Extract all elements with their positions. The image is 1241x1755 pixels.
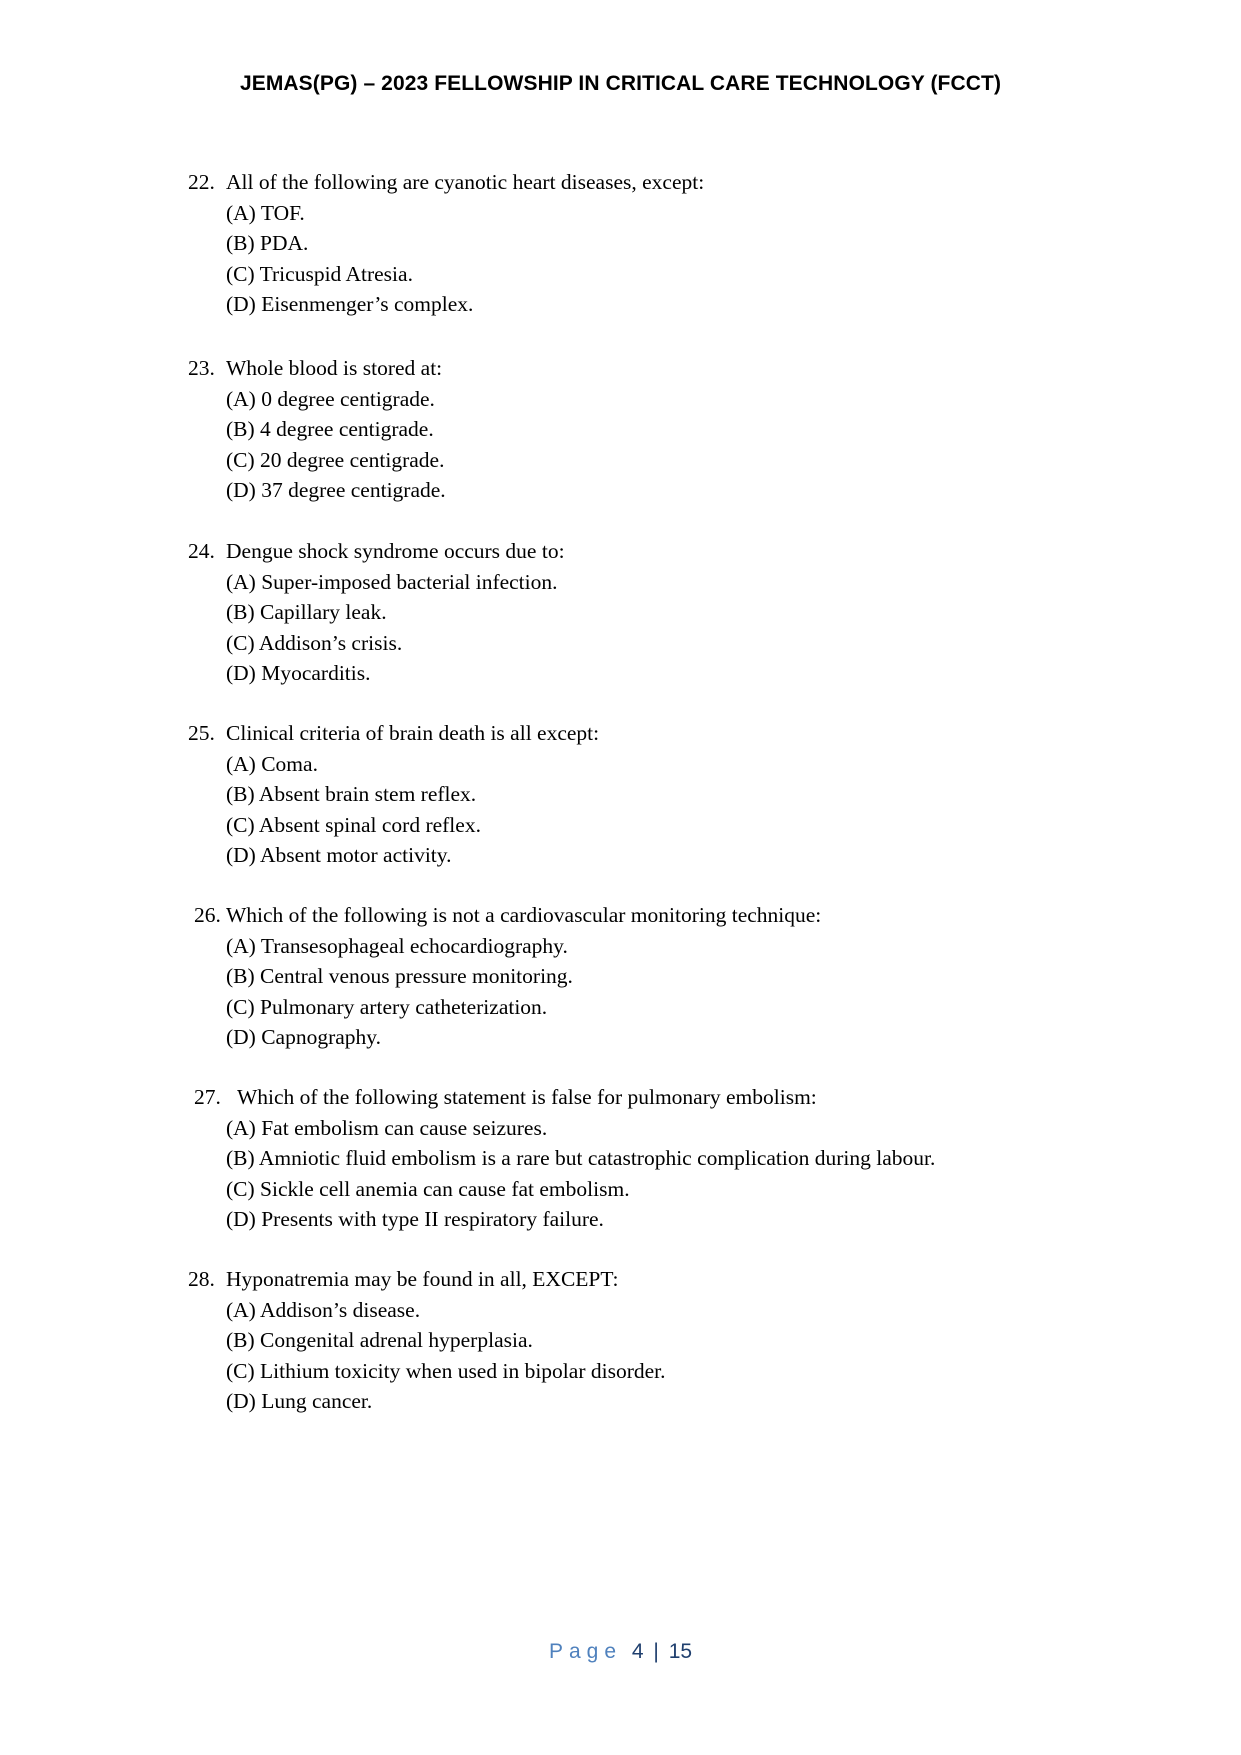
option-c: (C) Sickle cell anemia can cause fat embolism. <box>226 1176 630 1201</box>
option-a: (A) Coma. <box>226 751 318 776</box>
option-b: (B) PDA. <box>226 231 309 255</box>
question-25 <box>188 718 599 871</box>
page-total: 15 <box>668 1640 693 1663</box>
option-list <box>188 1295 666 1417</box>
option-a: (A) Addison’s disease. <box>226 1297 421 1322</box>
question-text: Dengue shock syndrome occurs due to: <box>226 539 565 563</box>
option-c: (C) 20 degree centigrade. <box>226 447 445 472</box>
question-24 <box>188 536 565 689</box>
page-number: 4 <box>631 1640 644 1663</box>
question-stem <box>188 718 599 749</box>
option-b: (B) 4 degree centigrade. <box>226 417 434 441</box>
question-text: Which of the following statement is false for pulmonary embolism: <box>237 1085 817 1109</box>
question-stem <box>194 1082 935 1113</box>
question-number: 24. <box>188 539 215 563</box>
option-a: (A) Fat embolism can cause seizures. <box>226 1115 548 1140</box>
option-list <box>188 384 446 506</box>
option-c: (C) Tricuspid Atresia. <box>226 261 413 286</box>
option-a: (A) Transesophageal echocardiography. <box>226 933 568 958</box>
option-list <box>188 749 599 871</box>
option-d: (D) Eisenmenger’s complex. <box>226 292 474 316</box>
question-stem <box>194 900 821 931</box>
option-d: (D) Myocarditis. <box>226 661 371 685</box>
option-d: (D) 37 degree centigrade. <box>226 478 446 502</box>
question-text: Clinical criteria of brain death is all except: <box>226 721 600 745</box>
option-a: (A) TOF. <box>226 200 305 225</box>
option-b: (B) Amniotic fluid embolism is a rare but catastrophic complication during labour. <box>226 1146 936 1170</box>
page-separator: | <box>653 1640 659 1663</box>
option-d: (D) Absent motor activity. <box>226 843 452 867</box>
page-footer <box>0 1640 1241 1664</box>
option-b: (B) Congenital adrenal hyperplasia. <box>226 1328 533 1352</box>
option-c: (C) Absent spinal cord reflex. <box>226 812 481 837</box>
question-text: Whole blood is stored at: <box>226 356 443 380</box>
question-number: 23. <box>188 356 215 380</box>
question-number: 27. <box>194 1085 221 1109</box>
option-a: (A) Super-imposed bacterial infection. <box>226 569 558 594</box>
option-list <box>188 567 565 689</box>
option-list <box>194 1113 935 1235</box>
question-22 <box>188 167 704 320</box>
question-text: Hyponatremia may be found in all, EXCEPT: <box>226 1267 619 1291</box>
option-a: (A) 0 degree centigrade. <box>226 386 435 411</box>
option-b: (B) Central venous pressure monitoring. <box>226 964 573 988</box>
option-d: (D) Lung cancer. <box>226 1389 373 1413</box>
question-stem <box>188 353 446 384</box>
option-list <box>194 931 821 1053</box>
page-label: Page <box>548 1640 622 1663</box>
page-header-title: JEMAS(PG) – 2023 FELLOWSHIP IN CRITICAL CARE TECHNOLOGY (FCCT) <box>239 72 1002 95</box>
option-c: (C) Addison’s crisis. <box>226 630 403 655</box>
option-d: (D) Presents with type II respiratory failure. <box>226 1207 604 1231</box>
question-number: 25. <box>188 721 215 745</box>
option-b: (B) Capillary leak. <box>226 600 387 624</box>
question-text: All of the following are cyanotic heart diseases, except: <box>226 170 705 194</box>
option-c: (C) Pulmonary artery catheterization. <box>226 994 548 1019</box>
option-list <box>188 198 704 320</box>
question-stem <box>188 167 704 198</box>
question-text: Which of the following is not a cardiovascular monitoring technique: <box>226 903 822 927</box>
question-28 <box>188 1264 666 1417</box>
question-stem <box>188 536 565 567</box>
option-d: (D) Capnography. <box>226 1025 382 1049</box>
question-number: 28. <box>188 1267 215 1291</box>
question-number: 22. <box>188 170 215 194</box>
question-stem <box>188 1264 666 1295</box>
question-number: 26. <box>194 903 221 927</box>
question-23 <box>188 353 446 506</box>
option-b: (B) Absent brain stem reflex. <box>226 782 477 806</box>
option-c: (C) Lithium toxicity when used in bipolar disorder. <box>226 1358 666 1383</box>
question-27 <box>194 1082 935 1235</box>
question-26 <box>194 900 821 1053</box>
